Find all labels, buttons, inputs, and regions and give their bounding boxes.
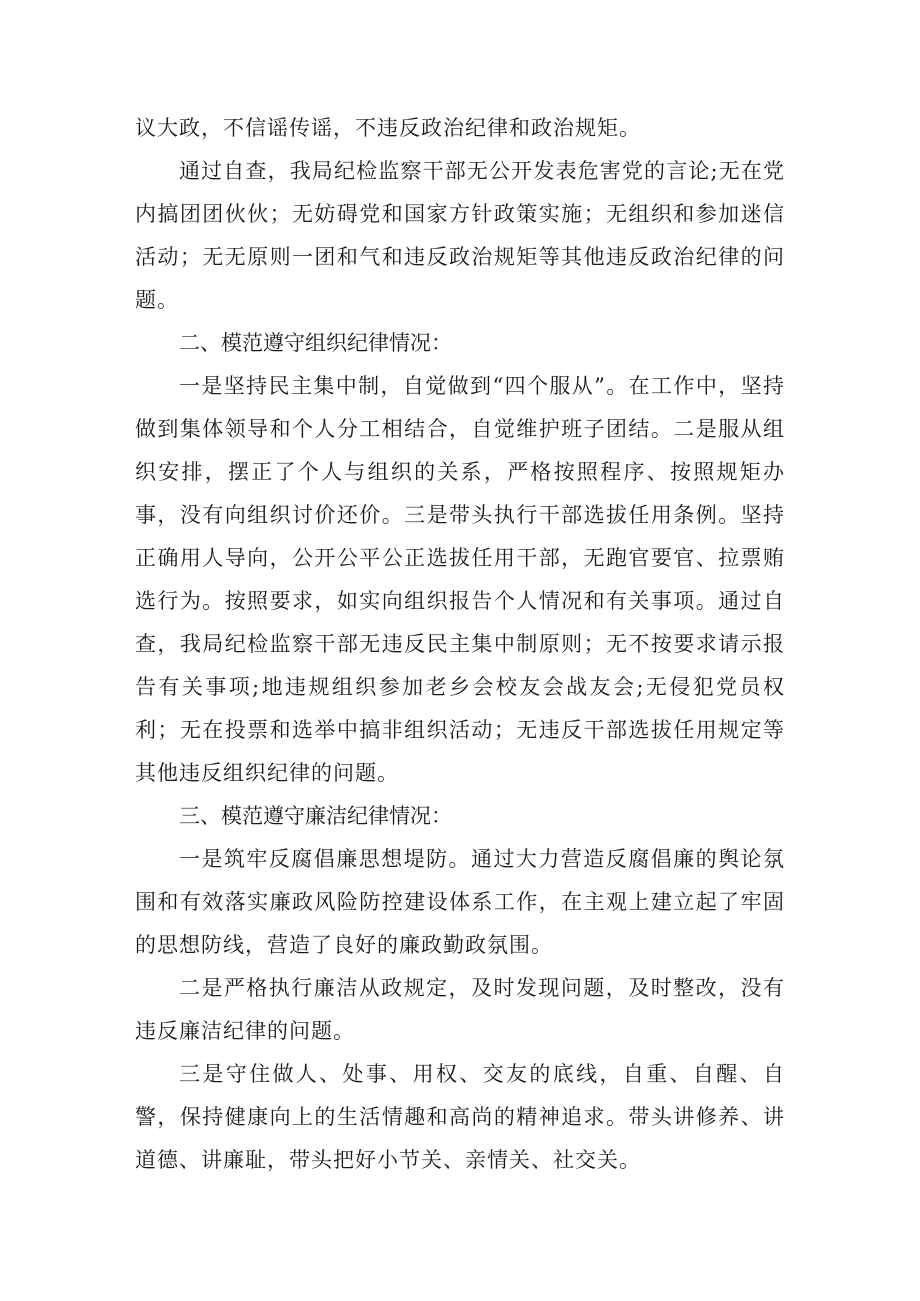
paragraph-organizational-discipline: 一是坚持民主集中制，自觉做到“四个服从”。在工作中，坚持做到集体领导和个人分工相结合，自觉维护班子团结。二是服从组织安排，摆正了个人与组织的关系，严格按照程序、按照规矩办事，没有向组织讨价还价。三是带头执行干部选拔任用条例。坚持正确用人导向，公开公平公正选拔任用干部，无跑官要官、拉票贿选行为。按照要求，如实向组织报告个人情况和有关事项。通过自查，我局纪检监察干部无违反民主集中制原则；无不按要求请示报告有关事项;地违规组织参加老乡会校友会战友会;无侵犯党员权利；无在投票和选举中搞非组织活动；无违反干部选拔任用规定等其他违反组织纪律的问题。 [135, 374, 785, 785]
paragraph-political-self-check: 通过自查，我局纪检监察干部无公开发表危害党的言论;无在党内搞团团伙伙；无妨碍党和国家方针政策实施；无组织和参加迷信活动；无无原则一团和气和违反政治规矩等其他违反政治纪律的问题。 [135, 159, 785, 312]
heading-integrity-discipline: 三、模范遵守廉洁纪律情况： [179, 804, 452, 828]
paragraph-integrity-item-2: 二是严格执行廉洁从政规定，及时发现问题，及时整改，没有违反廉洁纪律的问题。 [135, 976, 785, 1043]
heading-organizational-discipline: 二、模范遵守组织纪律情况： [179, 331, 452, 355]
paragraph-integrity-item-3: 三是守住做人、处事、用权、交友的底线，自重、自醒、自警，保持健康向上的生活情趣和高尚的精神追求。带头讲修养、讲道德、讲廉耻，带头把好小节关、亲情关、社交关。 [135, 1062, 785, 1172]
paragraph-continuation: 议大政，不信谣传谣，不违反政治纪律和政治规矩。 [135, 116, 641, 140]
paragraph-integrity-item-1: 一是筑牢反腐倡廉思想堤防。通过大力营造反腐倡廉的舆论氛围和有效落实廉政风险防控建设体系工作，在主观上建立起了牢固的思想防线，营造了良好的廉政勤政氛围。 [135, 847, 785, 957]
document-body [135, 107, 785, 1182]
